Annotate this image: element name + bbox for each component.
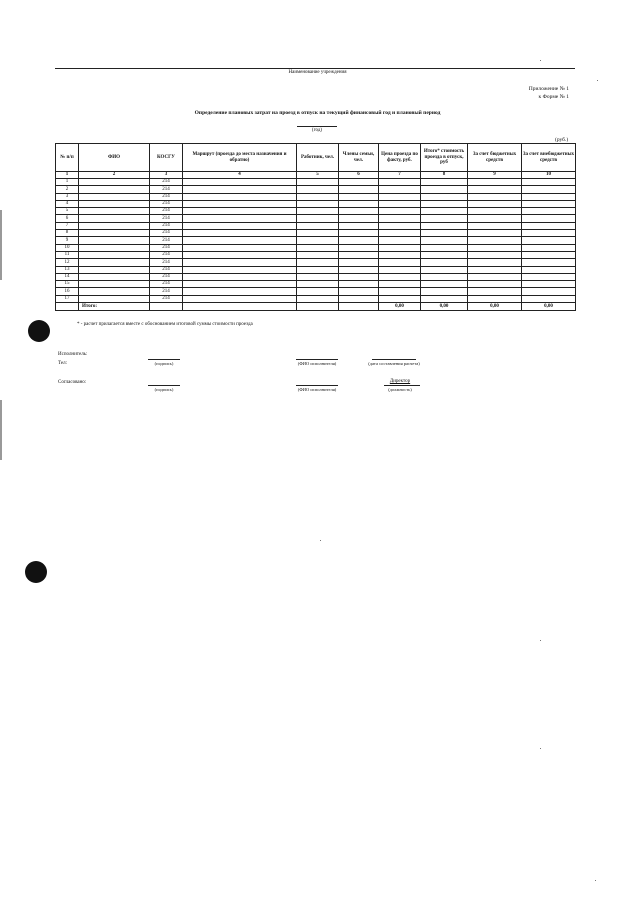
row-total bbox=[421, 215, 468, 222]
row-fio bbox=[79, 288, 150, 295]
total-price: 0,00 bbox=[379, 303, 421, 311]
row-price bbox=[379, 200, 421, 207]
row-number: 10 bbox=[56, 244, 79, 251]
row-price bbox=[379, 281, 421, 288]
row-route bbox=[183, 273, 297, 280]
row-budget bbox=[468, 281, 522, 288]
year-line bbox=[297, 126, 337, 127]
row-extrabudget bbox=[522, 237, 576, 244]
unit-label: (руб.) bbox=[555, 137, 569, 143]
row-budget bbox=[468, 295, 522, 302]
table-row bbox=[56, 179, 576, 186]
row-extrabudget bbox=[522, 273, 576, 280]
row-price bbox=[379, 266, 421, 273]
row-extrabudget bbox=[522, 215, 576, 222]
row-route bbox=[183, 179, 297, 186]
row-route bbox=[183, 200, 297, 207]
fio-line bbox=[296, 359, 338, 360]
appendix-line-1: Приложение № 1 bbox=[528, 86, 569, 92]
row-employee bbox=[297, 288, 339, 295]
row-family bbox=[339, 193, 379, 200]
table-row bbox=[56, 230, 576, 237]
row-route bbox=[183, 244, 297, 251]
row-family bbox=[339, 281, 379, 288]
table-row bbox=[56, 295, 576, 302]
row-number: 4 bbox=[56, 200, 79, 207]
row-total bbox=[421, 186, 468, 193]
agreed-label: Согласовано: bbox=[58, 380, 87, 385]
total-sum: 0,00 bbox=[421, 303, 468, 311]
row-extrabudget bbox=[522, 281, 576, 288]
row-kosgu: 214 bbox=[150, 295, 183, 302]
row-price bbox=[379, 244, 421, 251]
scan-speck bbox=[597, 80, 598, 81]
agreed-signature-line bbox=[148, 385, 180, 386]
row-kosgu: 214 bbox=[150, 259, 183, 266]
row-price bbox=[379, 259, 421, 266]
col-header-number: № п/п bbox=[56, 144, 79, 172]
scan-speck bbox=[595, 880, 596, 881]
col-header-kosgu: КОСГУ bbox=[150, 144, 183, 172]
row-family bbox=[339, 244, 379, 251]
row-extrabudget bbox=[522, 193, 576, 200]
row-fio bbox=[79, 273, 150, 280]
row-employee bbox=[297, 208, 339, 215]
table-row bbox=[56, 200, 576, 207]
row-fio bbox=[79, 281, 150, 288]
row-total bbox=[421, 222, 468, 229]
row-number: 17 bbox=[56, 295, 79, 302]
row-employee bbox=[297, 281, 339, 288]
row-budget bbox=[468, 208, 522, 215]
table-row bbox=[56, 251, 576, 258]
row-price bbox=[379, 179, 421, 186]
row-route bbox=[183, 281, 297, 288]
row-total bbox=[421, 266, 468, 273]
total-extrabudget: 0,00 bbox=[522, 303, 576, 311]
punch-hole-upper bbox=[28, 320, 50, 342]
row-kosgu: 214 bbox=[150, 215, 183, 222]
total-blank bbox=[339, 303, 379, 311]
row-route bbox=[183, 251, 297, 258]
date-line bbox=[372, 359, 416, 360]
row-employee bbox=[297, 266, 339, 273]
row-total bbox=[421, 273, 468, 280]
scan-speck bbox=[540, 60, 541, 61]
phone-label: Тел: bbox=[58, 361, 67, 366]
row-kosgu: 214 bbox=[150, 244, 183, 251]
row-fio bbox=[79, 179, 150, 186]
row-total bbox=[421, 237, 468, 244]
row-fio bbox=[79, 266, 150, 273]
row-total bbox=[421, 281, 468, 288]
row-price bbox=[379, 288, 421, 295]
row-fio bbox=[79, 222, 150, 229]
row-family bbox=[339, 230, 379, 237]
row-price bbox=[379, 295, 421, 302]
row-price bbox=[379, 215, 421, 222]
row-budget bbox=[468, 273, 522, 280]
punch-hole-lower bbox=[25, 561, 47, 583]
row-price bbox=[379, 230, 421, 237]
row-extrabudget bbox=[522, 295, 576, 302]
row-fio bbox=[79, 259, 150, 266]
total-blank bbox=[150, 303, 183, 311]
signature-caption: (подпись) bbox=[154, 361, 174, 366]
col-header-fio: ФИО bbox=[79, 144, 150, 172]
row-route bbox=[183, 288, 297, 295]
row-family bbox=[339, 266, 379, 273]
row-number: 5 bbox=[56, 208, 79, 215]
row-fio bbox=[79, 295, 150, 302]
position-line bbox=[384, 385, 420, 386]
row-fio bbox=[79, 186, 150, 193]
row-employee bbox=[297, 295, 339, 302]
row-family bbox=[339, 215, 379, 222]
row-extrabudget bbox=[522, 266, 576, 273]
agreed-signature-caption: (подпись) bbox=[154, 387, 174, 392]
row-route bbox=[183, 186, 297, 193]
row-fio bbox=[79, 251, 150, 258]
scan-speck bbox=[320, 540, 321, 541]
row-employee bbox=[297, 273, 339, 280]
row-price bbox=[379, 208, 421, 215]
row-employee bbox=[297, 215, 339, 222]
row-extrabudget bbox=[522, 230, 576, 237]
row-total bbox=[421, 193, 468, 200]
row-total bbox=[421, 200, 468, 207]
row-route bbox=[183, 259, 297, 266]
total-budget: 0,00 bbox=[468, 303, 522, 311]
row-price bbox=[379, 237, 421, 244]
row-number: 12 bbox=[56, 259, 79, 266]
row-kosgu: 214 bbox=[150, 251, 183, 258]
row-number: 16 bbox=[56, 288, 79, 295]
row-budget bbox=[468, 200, 522, 207]
col-header-budget: За счет бюджетных средств bbox=[468, 144, 522, 172]
signature-line bbox=[148, 359, 180, 360]
row-budget bbox=[468, 186, 522, 193]
row-employee bbox=[297, 222, 339, 229]
row-kosgu: 214 bbox=[150, 230, 183, 237]
col-number: 5 bbox=[297, 172, 339, 179]
executor-label: Исполнитель: bbox=[58, 352, 88, 357]
row-total bbox=[421, 251, 468, 258]
institution-name: Наименование учреждения bbox=[288, 70, 347, 75]
fio-caption: (ФИО исполнителя) bbox=[297, 361, 337, 366]
col-number: 3 bbox=[150, 172, 183, 179]
scan-speck bbox=[540, 640, 541, 641]
cost-table bbox=[55, 143, 576, 311]
row-price bbox=[379, 193, 421, 200]
row-family bbox=[339, 295, 379, 302]
row-number: 7 bbox=[56, 222, 79, 229]
row-family bbox=[339, 208, 379, 215]
row-employee bbox=[297, 186, 339, 193]
row-route bbox=[183, 237, 297, 244]
scan-speck bbox=[540, 748, 541, 749]
agreed-fio-caption: (ФИО исполнителя) bbox=[297, 387, 337, 392]
row-kosgu: 214 bbox=[150, 193, 183, 200]
row-extrabudget bbox=[522, 179, 576, 186]
table-row bbox=[56, 237, 576, 244]
row-budget bbox=[468, 288, 522, 295]
row-extrabudget bbox=[522, 244, 576, 251]
row-budget bbox=[468, 259, 522, 266]
row-extrabudget bbox=[522, 259, 576, 266]
total-blank bbox=[183, 303, 297, 311]
col-number: 6 bbox=[339, 172, 379, 179]
table-row bbox=[56, 244, 576, 251]
total-blank bbox=[56, 303, 79, 311]
row-fio bbox=[79, 200, 150, 207]
col-header-route: Маршрут (проезда до места назначения и обратно) bbox=[183, 144, 297, 172]
col-number: 2 bbox=[79, 172, 150, 179]
col-number: 7 bbox=[379, 172, 421, 179]
row-family bbox=[339, 251, 379, 258]
header-rule bbox=[55, 68, 575, 69]
row-kosgu: 214 bbox=[150, 179, 183, 186]
row-family bbox=[339, 273, 379, 280]
row-fio bbox=[79, 237, 150, 244]
row-number: 9 bbox=[56, 237, 79, 244]
row-budget bbox=[468, 215, 522, 222]
footnote: * - расчет прилагается вместе с обоснованием итоговой суммы стоимости проезда bbox=[77, 322, 253, 327]
row-route bbox=[183, 222, 297, 229]
row-kosgu: 214 bbox=[150, 200, 183, 207]
row-budget bbox=[468, 179, 522, 186]
row-budget bbox=[468, 244, 522, 251]
year-caption: (год) bbox=[311, 128, 323, 133]
row-number: 14 bbox=[56, 273, 79, 280]
col-number: 9 bbox=[468, 172, 522, 179]
row-total bbox=[421, 288, 468, 295]
col-header-price: Цена проезда по факту, руб. bbox=[379, 144, 421, 172]
position-value: Директор bbox=[389, 379, 411, 384]
row-price bbox=[379, 186, 421, 193]
row-budget bbox=[468, 266, 522, 273]
row-kosgu: 214 bbox=[150, 273, 183, 280]
row-kosgu: 214 bbox=[150, 222, 183, 229]
col-number: 8 bbox=[421, 172, 468, 179]
row-employee bbox=[297, 200, 339, 207]
document-title: Определение плановых затрат на проезд в отпуск на текущий финансовый год и плановый период bbox=[194, 110, 441, 116]
row-route bbox=[183, 295, 297, 302]
row-total bbox=[421, 259, 468, 266]
col-number: 1 bbox=[56, 172, 79, 179]
row-total bbox=[421, 295, 468, 302]
row-employee bbox=[297, 251, 339, 258]
row-fio bbox=[79, 208, 150, 215]
row-family bbox=[339, 259, 379, 266]
row-number: 2 bbox=[56, 186, 79, 193]
position-caption: (должность) bbox=[388, 387, 412, 392]
row-employee bbox=[297, 244, 339, 251]
total-row bbox=[56, 303, 576, 311]
table-row bbox=[56, 222, 576, 229]
date-caption: (дата составления расчета) bbox=[368, 361, 420, 366]
row-route bbox=[183, 208, 297, 215]
column-number-row bbox=[56, 172, 576, 179]
scan-edge-mark bbox=[0, 210, 2, 280]
col-number: 4 bbox=[183, 172, 297, 179]
table-row bbox=[56, 288, 576, 295]
row-family bbox=[339, 179, 379, 186]
row-family bbox=[339, 186, 379, 193]
total-label: Итого: bbox=[79, 303, 150, 311]
table-row bbox=[56, 186, 576, 193]
col-header-family: Члены семьи, чел. bbox=[339, 144, 379, 172]
row-total bbox=[421, 208, 468, 215]
row-number: 15 bbox=[56, 281, 79, 288]
row-kosgu: 214 bbox=[150, 281, 183, 288]
row-number: 1 bbox=[56, 179, 79, 186]
row-family bbox=[339, 288, 379, 295]
appendix-note bbox=[529, 86, 569, 101]
row-kosgu: 214 bbox=[150, 208, 183, 215]
row-extrabudget bbox=[522, 222, 576, 229]
row-family bbox=[339, 200, 379, 207]
row-total bbox=[421, 230, 468, 237]
col-header-total: Итого* стоимость проезда в отпуск, руб bbox=[421, 144, 468, 172]
row-employee bbox=[297, 230, 339, 237]
row-number: 11 bbox=[56, 251, 79, 258]
table-row bbox=[56, 266, 576, 273]
appendix-line-2: к Форме № 1 bbox=[538, 93, 569, 100]
row-family bbox=[339, 237, 379, 244]
row-extrabudget bbox=[522, 251, 576, 258]
row-price bbox=[379, 273, 421, 280]
row-employee bbox=[297, 179, 339, 186]
row-employee bbox=[297, 237, 339, 244]
row-fio bbox=[79, 215, 150, 222]
table-row bbox=[56, 208, 576, 215]
row-number: 3 bbox=[56, 193, 79, 200]
table-row bbox=[56, 281, 576, 288]
row-kosgu: 214 bbox=[150, 186, 183, 193]
col-header-extrabudget: За счет внебюджетных средств bbox=[522, 144, 576, 172]
row-fio bbox=[79, 244, 150, 251]
row-fio bbox=[79, 193, 150, 200]
col-number: 10 bbox=[522, 172, 576, 179]
row-total bbox=[421, 244, 468, 251]
table-row bbox=[56, 193, 576, 200]
col-header-employee: Работник, чел. bbox=[297, 144, 339, 172]
table-row bbox=[56, 273, 576, 280]
row-budget bbox=[468, 237, 522, 244]
table-header-row bbox=[56, 144, 576, 172]
row-budget bbox=[468, 222, 522, 229]
row-total bbox=[421, 179, 468, 186]
row-route bbox=[183, 230, 297, 237]
row-family bbox=[339, 222, 379, 229]
agreed-fio-line bbox=[296, 385, 338, 386]
row-budget bbox=[468, 230, 522, 237]
row-extrabudget bbox=[522, 288, 576, 295]
row-extrabudget bbox=[522, 186, 576, 193]
row-price bbox=[379, 251, 421, 258]
row-kosgu: 214 bbox=[150, 288, 183, 295]
row-number: 6 bbox=[56, 215, 79, 222]
row-price bbox=[379, 222, 421, 229]
row-number: 13 bbox=[56, 266, 79, 273]
row-number: 8 bbox=[56, 230, 79, 237]
scan-edge-mark bbox=[0, 400, 2, 460]
row-budget bbox=[468, 251, 522, 258]
row-route bbox=[183, 215, 297, 222]
table-row bbox=[56, 215, 576, 222]
table-row bbox=[56, 259, 576, 266]
row-route bbox=[183, 193, 297, 200]
row-employee bbox=[297, 259, 339, 266]
row-extrabudget bbox=[522, 200, 576, 207]
row-kosgu: 214 bbox=[150, 266, 183, 273]
row-kosgu: 214 bbox=[150, 237, 183, 244]
row-employee bbox=[297, 193, 339, 200]
total-blank bbox=[297, 303, 339, 311]
row-budget bbox=[468, 193, 522, 200]
row-route bbox=[183, 266, 297, 273]
row-extrabudget bbox=[522, 208, 576, 215]
row-fio bbox=[79, 230, 150, 237]
